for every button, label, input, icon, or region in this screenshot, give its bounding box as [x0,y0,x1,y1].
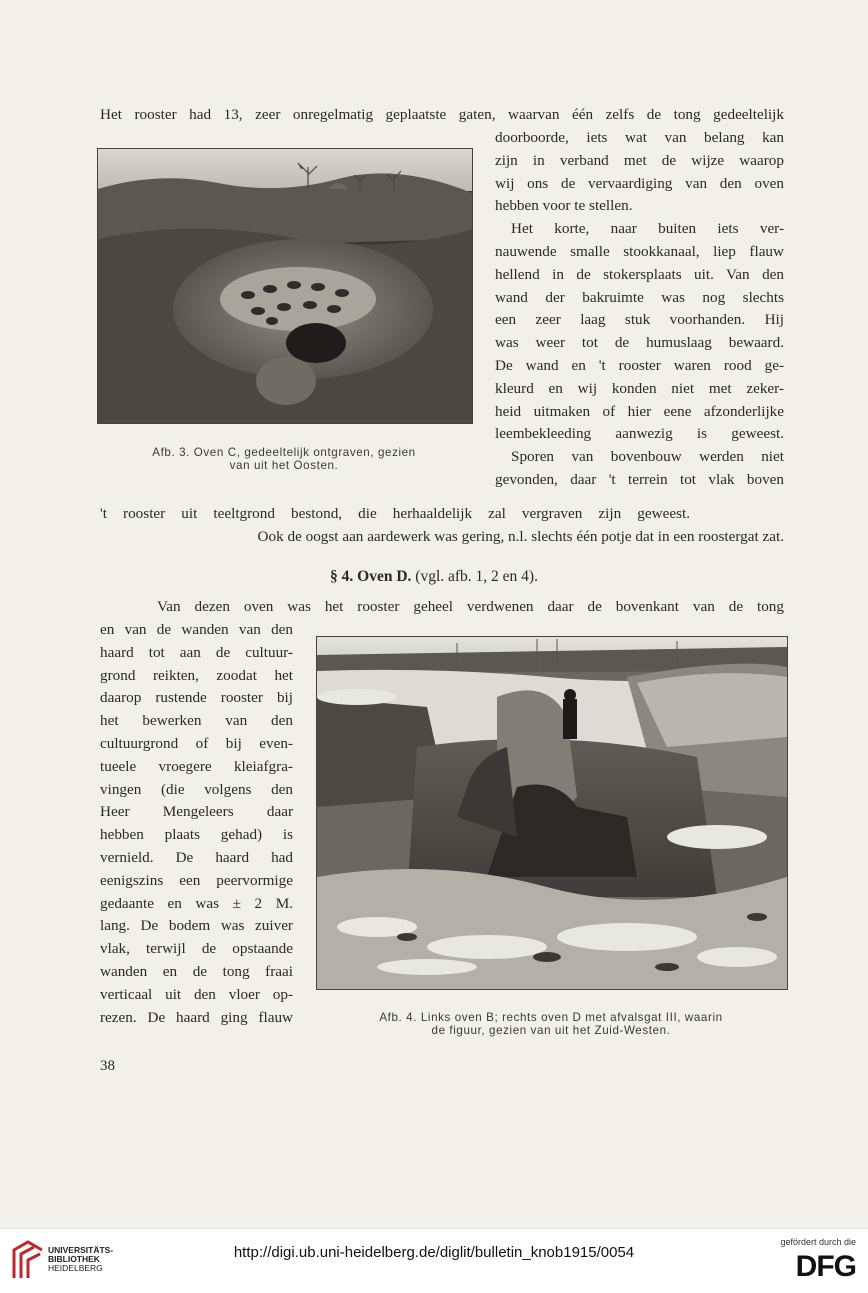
library-line: BIBLIOTHEK [48,1254,100,1264]
text-line: eenigszins een peervormige [100,871,293,889]
sponsor-note: gefördert durch die [780,1237,856,1247]
text-line: en van de wanden van den [100,621,293,638]
text-line: heid uitmaken of hier eene afzonderlijke [495,402,784,420]
section-heading-bold: § 4. Oven D. [330,568,412,585]
library-line: UNIVERSITÄTS- [48,1245,114,1255]
text-line: Het korte, naar buiten iets ver- [511,220,784,238]
text-line: tueele vroegere kleiafgra- [100,757,293,775]
intro-line: Het rooster had 13, zeer onregelmatig geplaatste gaten, waarvan één zelfs de tong gedeeltelijk [100,106,784,123]
figure-4-photo [316,636,788,990]
text-line: haard tot aan de cultuur- [100,643,293,661]
caption-line: van uit het Oosten. [229,459,339,472]
text-line: hellend in de stokersplaats uit. Van den [495,265,784,283]
figure-3-photo [97,148,473,424]
section-heading-ref: (vgl. afb. 1, 2 en 4). [411,568,538,585]
text-line: hebben voor te stellen. [495,197,633,215]
figure-4-caption [322,1011,780,1037]
text-line: een zeer laag stuk voorhanden. Hij [495,311,784,329]
section-heading [0,568,868,586]
text-line: wanden en de tong fraai [100,962,293,980]
caption-line: Afb. 3. Oven C, gedeeltelijk ontgraven, gezien [152,446,416,459]
text-line: het bewerken van den [100,712,293,730]
caption-line: de figuur, gezien van uit het Zuid-Westen. [431,1024,671,1037]
text-line: Heer Mengeleers daar [100,803,293,821]
text-line: nauwende smalle stookkanaal, liep flauw [495,242,784,260]
text-line: was weer tot de humuslaag bewaard. [495,334,784,352]
text-line: vernield. De haard had [100,848,293,866]
library-line: HEIDELBERG [48,1263,103,1273]
document-url-link[interactable]: http://digi.ub.uni-heidelberg.de/diglit/bulletin_knob1915/0054 [233,1244,635,1261]
dfg-logo: DFG [795,1250,856,1283]
right-column-text [495,127,784,492]
text-line: rezen. De haard ging flauw [100,1008,293,1026]
section-first-line: Van dezen oven was het rooster geheel verdwenen daar de bovenkant van de tong [157,598,784,615]
text-line-oogst: Ook de oogst aan aardewerk was gering, n.l. slechts één potje dat in een roostergat zat. [257,528,784,545]
text-line: wij ons de vervaardiging van den oven [495,174,784,192]
text-line: grond reikten, zoodat het [100,666,293,684]
text-line: kleurd en wij konden niet met zeker- [495,379,784,397]
page-number: 38 [100,1058,115,1074]
text-line: gevonden, daar 't terrein tot vlak boven [495,470,784,488]
figure-3-caption [97,446,471,472]
text-line: Sporen van bovenbouw werden niet [511,448,784,466]
text-line: verticaal uit den vloer op- [100,985,293,1003]
text-line: vlak, terwijl de opstaande [100,940,293,958]
text-line: zijn in verband met de wijze waarop [495,151,784,169]
text-line: De wand en 't rooster waren rood ge- [495,356,784,374]
text-line: doorboorde, iets wat van belang kan [495,129,784,146]
text-line-rooster: 't rooster uit teeltgrond bestond, die herhaaldelijk zal vergraven zijn geweest. [100,505,690,522]
left-column-text [100,619,293,1029]
text-line: cultuurgrond of bij even- [100,734,293,752]
text-line: wand der bakruimte was nog slechts [495,288,784,306]
text-line: lang. De bodem was zuiver [100,917,293,935]
caption-line: Afb. 4. Links oven B; rechts oven D met afvalsgat III, waarin [379,1011,723,1024]
text-line: vingen (die volgens den [100,780,293,798]
text-line: daarop rustende rooster bij [100,689,293,707]
text-line: gedaante en was ± 2 M. [100,894,293,912]
text-line: leembekleeding aanwezig is geweest. [495,425,784,443]
text-line: hebben plaats gehad) is [100,826,293,844]
